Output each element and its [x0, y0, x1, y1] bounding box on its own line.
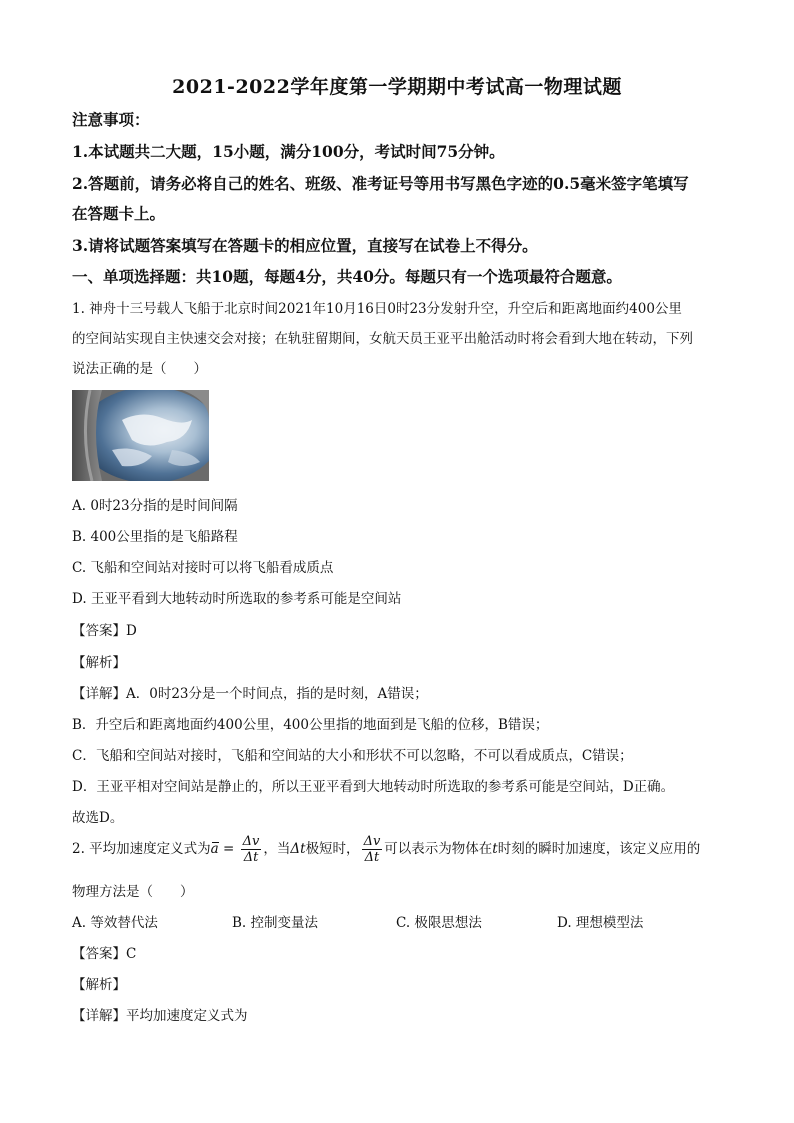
q2-stem-line-1 [72, 834, 722, 865]
q2-answer [72, 942, 722, 962]
q1-stem-line-1: 1. 神舟十三号载人飞船于北京时间2021年10月16日0时23分发射升空，升空后和距离地面约400公里 [72, 301, 682, 317]
q2-detail [72, 1004, 722, 1024]
q1-option-c: C. 飞船和空间站对接时可以将飞船看成质点 [72, 560, 334, 576]
spaceship-window-earth-image [72, 390, 209, 481]
notice-item-2: 2.答题前，请务必将自己的姓名、班级、准考证号等用书写黑色字迹的0.5毫米签字笔填写 [72, 174, 689, 193]
q1-stem-line-3: 说法正确的是（ ） [72, 361, 207, 377]
delta-t-inline: Δt [290, 841, 306, 857]
q2-stem-line-2: 物理方法是（ ） [72, 884, 194, 900]
q1-detail-d: D．王亚平相对空间站是静止的，所以王亚平看到大地转动时所选取的参考系可能是空间站，D正确。 [72, 779, 675, 795]
q2-analysis-label: 【解析】 [72, 977, 126, 993]
q1-detail-b: B．升空后和距离地面约400公里，400公里指的地面到是飞船的位移，B错误； [72, 717, 549, 733]
q2-text-1: 2. 平均加速度定义式为 [72, 841, 211, 857]
dv-dt-fraction-2 [362, 834, 383, 865]
q2-text-5: 时刻的瞬时加速度，该定义应用的 [497, 841, 701, 857]
q2-option-d: D. 理想模型法 [557, 915, 644, 931]
answer-label: 【答案】 [72, 623, 126, 639]
q2-text-3: 极短时， [305, 841, 360, 857]
fraction-denominator: Δt [243, 850, 259, 865]
answer-value: C [126, 946, 137, 962]
exam-title: 2021-2022学年度第一学期期中考试高一物理试题 [172, 76, 622, 98]
q1-option-d: D. 王亚平看到大地转动时所选取的参考系可能是空间站 [72, 591, 402, 607]
q1-option-b: B. 400公里指的是飞船路程 [72, 529, 238, 545]
dv-dt-fraction [241, 834, 262, 865]
q1-answer [72, 619, 722, 639]
q1-detail-c: C．飞船和空间站对接时，飞船和空间站的大小和形状不可以忽略，不可以看成质点，C错误； [72, 748, 633, 764]
section-heading: 一、单项选择题：共10题，每题4分，共40分。每题只有一个选项最符合题意。 [72, 267, 622, 286]
notice-item-3: 3.请将试题答案填写在答题卡的相应位置，直接写在试卷上不得分。 [72, 236, 538, 255]
q1-conclusion: 故选D。 [72, 810, 124, 826]
notice-item-2-cont: 在答题卡上。 [72, 204, 166, 223]
detail-text: A．0时23分是一个时间点，指的是时刻，A错误； [126, 686, 428, 702]
answer-label: 【答案】 [72, 946, 126, 962]
answer-value: D [126, 623, 137, 639]
t-symbol: t [492, 841, 498, 857]
q2-option-a: A. 等效替代法 [72, 915, 158, 931]
q1-stem-line-2: 的空间站实现自主快速交会对接；在轨驻留期间，女航天员王亚平出舱活动时将会看到大地在转动，下列 [72, 331, 693, 347]
detail-text: 平均加速度定义式为 [126, 1008, 248, 1024]
q2-option-b: B. 控制变量法 [232, 915, 319, 931]
fraction-numerator: Δv [242, 834, 260, 849]
q1-detail-a [72, 682, 722, 702]
q1-option-a: A. 0时23分指的是时间间隔 [72, 498, 238, 514]
avg-accel-symbol: a [210, 841, 219, 857]
detail-label: 【详解】 [72, 1008, 126, 1024]
fraction-numerator: Δv [363, 834, 381, 849]
q2-text-4: 可以表示为物体在 [384, 841, 493, 857]
fraction-denominator: Δt [364, 850, 380, 865]
notice-item-1: 1.本试题共二大题，15小题，满分100分，考试时间75分钟。 [72, 142, 505, 161]
q2-text-2: ，当 [263, 841, 291, 857]
detail-label: 【详解】 [72, 686, 126, 702]
q1-analysis-label: 【解析】 [72, 655, 126, 671]
q2-option-c: C. 极限思想法 [396, 915, 482, 931]
equals-sign: = [218, 841, 239, 857]
notice-heading: 注意事项： [72, 110, 150, 129]
